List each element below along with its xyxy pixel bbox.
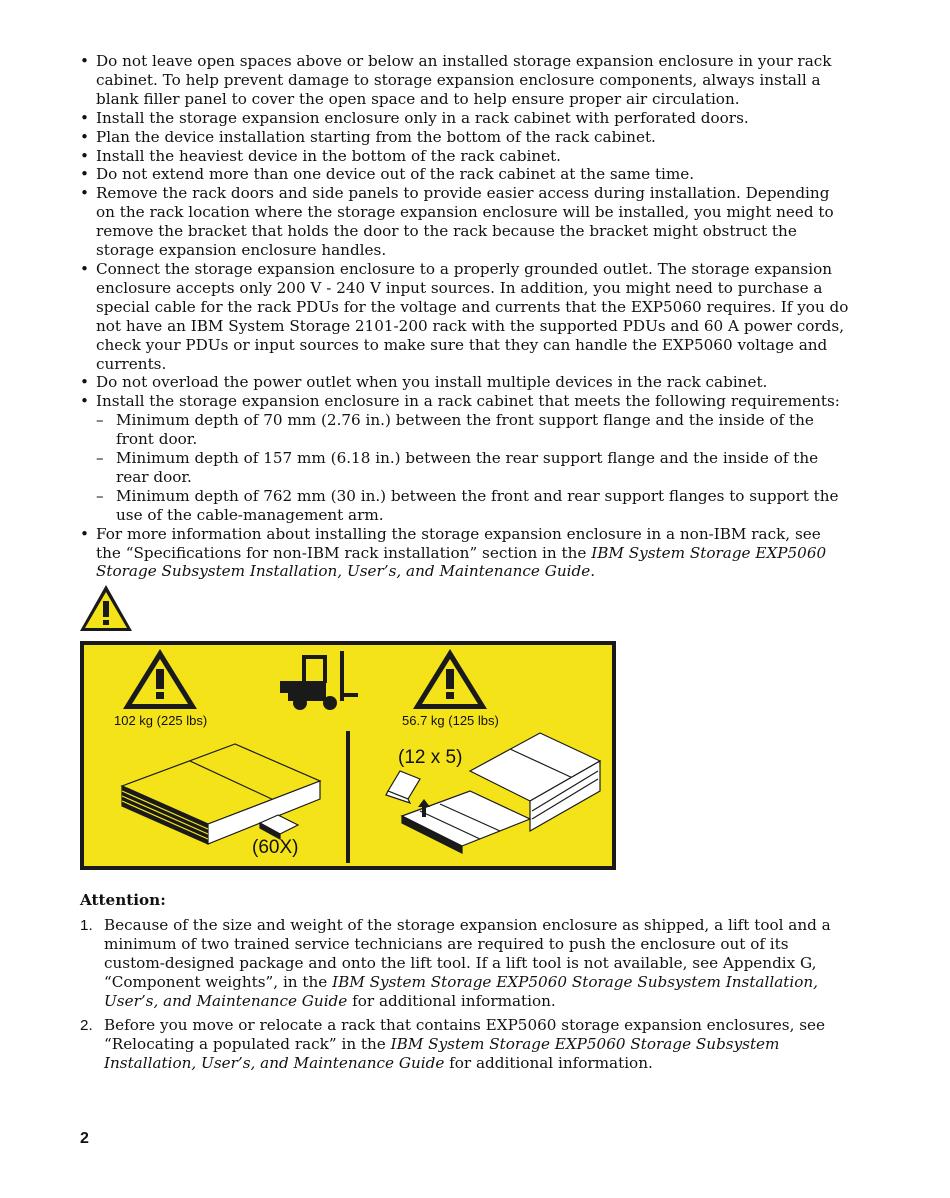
list-item: • Install the heaviest device in the bottom of the rack cabinet. bbox=[80, 147, 850, 166]
guide-title: IBM System Storage EXP5060 Storage Subsystem Installation, User’s, and Maintenance Guide bbox=[96, 543, 827, 581]
list-item-text: Install the storage expansion enclosure in a rack cabinet that meets the following requirements: bbox=[96, 392, 840, 411]
attention-section bbox=[80, 891, 850, 1078]
list-item bbox=[80, 525, 850, 582]
text-segment: For more information about installing the storage expansion enclosure in a non-IBM rack, see the “Specifications for non-IBM rack installation” section in the bbox=[96, 524, 821, 562]
dash-marker: – bbox=[96, 486, 104, 505]
weight-right-text: 56.7 kg (125 lbs) bbox=[402, 713, 499, 728]
sub-list-item-text: Minimum depth of 762 mm (30 in.) between the front and rear support flanges to support the use of the cable-management arm. bbox=[116, 486, 839, 524]
attention-title: Attention: bbox=[80, 891, 166, 909]
list-item bbox=[80, 916, 850, 1011]
sub-list-item bbox=[80, 449, 850, 487]
list-item: • Do not overload the power outlet when you install multiple devices in the rack cabinet. bbox=[80, 373, 850, 392]
list-item: • Do not extend more than one device out of the rack cabinet at the same time. bbox=[80, 165, 850, 184]
list-item: • Do not leave open spaces above or below an installed storage expansion enclosure in your rack cabinet. To help prevent damage to storage expansion enclosure components, always install a blank filler panel to cover the open space and to help ensure proper air circulation. bbox=[80, 52, 850, 109]
list-number: 2. bbox=[80, 1017, 93, 1034]
dash-marker: – bbox=[96, 449, 104, 468]
warning-triangle-icon bbox=[78, 583, 134, 633]
text-segment: for additional information. bbox=[347, 992, 556, 1010]
drive-count-right-text: (12 x 5) bbox=[398, 747, 463, 768]
text-segment: . bbox=[590, 562, 596, 581]
drive-count-left-text: (60X) bbox=[252, 837, 299, 858]
guide-title: IBM System Storage EXP5060 Storage Subsystem Installation, User’s, and Maintenance Guide bbox=[104, 973, 818, 1010]
list-number: 1. bbox=[80, 917, 93, 934]
sub-list-item-text: Minimum depth of 70 mm (2.76 in.) between the front support flange and the inside of the front door. bbox=[116, 411, 814, 449]
sub-list-item bbox=[80, 487, 850, 525]
sub-list-item bbox=[80, 411, 850, 449]
rack-requirements-list bbox=[80, 411, 850, 524]
list-item: • Remove the rack doors and side panels to provide easier access during installation. Depending on the rack location where the storage expansion enclosure will be installed, you might need to remove the bracket that holds the door to the rack because the bracket might obstruct the storage expansion enclosure handles. bbox=[80, 184, 850, 260]
list-item: • Plan the device installation starting from the bottom of the rack cabinet. bbox=[80, 128, 850, 147]
text-segment: for additional information. bbox=[444, 1054, 653, 1072]
precautions-list bbox=[80, 52, 850, 581]
text-segment: Because of the size and weight of the storage expansion enclosure as shipped, a lift tool and a minimum of two trained service technicians are required to push the enclosure out of its custom-designed package and onto the lift tool. If a lift tool is not available, see Appendix G, “Component weights”, in the bbox=[104, 916, 831, 991]
dash-marker: – bbox=[96, 411, 104, 430]
sub-list-item-text: Minimum depth of 157 mm (6.18 in.) between the rear support flange and the inside of the rear door. bbox=[116, 449, 819, 486]
list-item bbox=[80, 392, 850, 524]
main-content bbox=[80, 52, 850, 581]
weight-left-text: 102 kg (225 lbs) bbox=[114, 713, 208, 728]
weight-caution-label bbox=[80, 641, 616, 870]
guide-title: IBM System Storage EXP5060 Storage Subsystem Installation, User’s, and Maintenance Guide bbox=[104, 1035, 780, 1072]
list-item: • Install the storage expansion enclosure only in a rack cabinet with perforated doors. bbox=[80, 109, 850, 128]
text-segment: Before you move or relocate a rack that contains EXP5060 storage expansion enclosures, see “Relocating a populated rack” in the bbox=[104, 1016, 825, 1053]
attention-list bbox=[80, 916, 850, 1073]
list-item bbox=[80, 1016, 850, 1073]
page-number: 2 bbox=[80, 1130, 89, 1147]
list-item: • Connect the storage expansion enclosure to a properly grounded outlet. The storage expansion enclosure accepts only 200 V - 240 V input sources. In addition, you might need to purchase a special cable for the rack PDUs for the voltage and currents that the EXP5060 requires. If you do not have an IBM System Storage 2101-200 rack with the supported PDUs and 60 A power cords, check your PDUs or input sources to make sure that they can handle the EXP5060 voltage and currents. bbox=[80, 260, 850, 373]
